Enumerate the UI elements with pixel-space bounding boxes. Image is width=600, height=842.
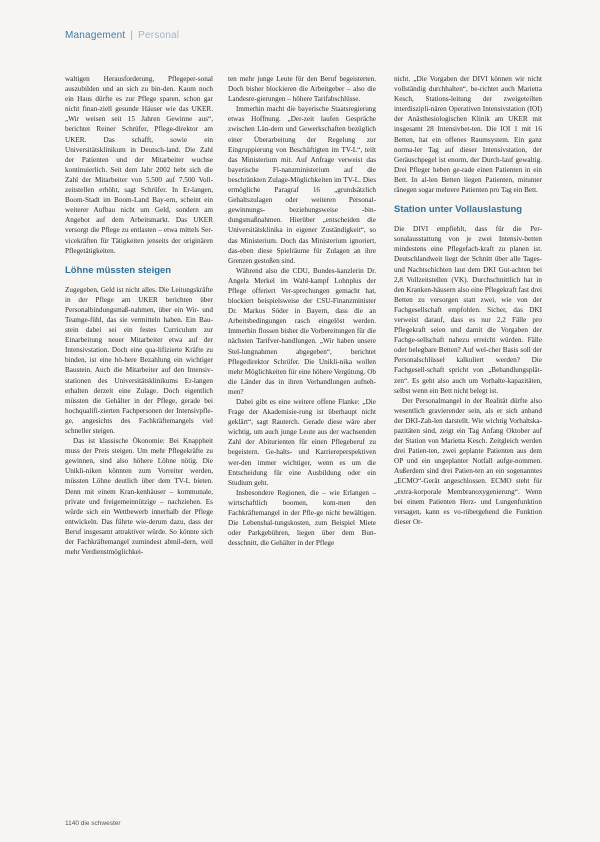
paragraph: Die DIVI empfiehlt, dass für die Per-sonalausstattung von je zwei Intensiv-betten mindestens eine Pflegefach-kraft zu planen ist. Deutschlandweit liegt der Schnitt über alle Tages- und Nachtschichten laut dem DKI Gut-achten bei 2,8 Vollzeitstellen (VK). Durchschnittlich hat in den Kranken-häusern also eine Pflegekraft fast drei Betten zu versorgen statt zwei, wie von der Fachgesellschaft empfohlen. Sicher, das DKI verweist darauf, dass es nur 2,2 Fälle pro Pflegekraft seien und damit die Vorgaben der Fachge-sellschaft nahezu erreicht würden. Fälle oder belegbare Betten? Auf wel-cher Basis soll der Personalschlüssel kalkuliert werden? Die Fachgesell-schaft spricht von „Behandlungsplät-zen“. Es geht also auch um Vorhalte-kapazitäten, selbst wenn ein Bett nicht belegt ist. [394,225,542,395]
paragraph: Dabei gibt es eine weitere offene Flanke: „Die Frage der Akademisie-rung ist überhaupt nicht geklärt“, sagt Rauterch. Gerade diese wäre aber wichtig, um auch junge Leute aus der wachsenden Zahl der Abiturienten für einen Pflegeberuf zu begeistern. Ge-halts- und Karriereperspektiven wer-den immer wichtiger, wenn es um die Entscheidung für eine Ausbildung oder ein Studium geht. [228,398,376,487]
paragraph: Insbesondere Regionen, die – wie Erlangen – wirtschaftlich boomen, kom-men den Fachkräftemangel in der Pfle-ge nicht bewältigen. Die Lebenshal-tungskosten, zum Beispiel Miete oder Parkgebühren, liegen über dem Bun-desschnitt, die Gehälter in der Pflege [228,488,376,548]
text-column-3 [394,74,542,816]
section-heading: Löhne müssten steigen [65,264,172,276]
paragraph: Das ist klassische Ökonomie: Bei Knappheit muss der Preis steigen. Um mehr Pflegekräfte zu gewinnen, sind also höhere Löhne nötig. Die Unikli-niken könnten zum Vorreiter werden, müssten Löhne deutlich über dem TV-L bieten. Denn mit einem Kran-kenhäuser – kommunale, private und freigemeinnützige – nachziehen. Es würde sich ein Wettbewerb innerhalb der Pflege entwickeln. Das führte wie-derum dazu, dass der Beruf insgesamt attraktiver würde. So könnte sich der Fachkräftemangel zumindest abmil-dern, weil mehr Verdienstmöglichkei- [65,437,213,557]
text-column-1 [65,74,213,816]
paragraph: Während also die CDU, Bundes-kanzlerin Dr. Angela Merkel im Wahl-kampf Lohnplus der Pflege offeriert Ver-sprechungen gemacht hat, blockiert beispielsweise der CSU-Finanzminister Dr. Markus Söder in Bayern, dass die an Arbeitsbedingungen rasch eingelöst werden. Immerhin flossen bisher die Vorbereitungen für die nächsten Tarifver-handlungen. „Wir haben unsere Stel-lungnahmen abgegeben“, berichtet Pflegedirektor Schrüfer. Die Unikli-nika wollen mehr Möglichkeiten für eine höhere Vergütung. Ob die Länder das in ihren Verhandlungen aufneh-men? [228,266,376,396]
section-label: Management [65,30,126,41]
header-separator: | [130,30,134,41]
paragraph: waltigen Herausforderung, Pflegeper-sonal auszubilden und an sich zu bin-den. Kaum noch ein Haus dürfte es zur Pflege sparen, schon gar nicht finan-ziell gesunde Häuser wie das UKER. „Wir weisen seit 15 Jahren Gewinne aus“, berichtet Reiner Schrüfer, Pflege-direktor am UKER. Das schafft, sowie ein Universitätsklinikum in Deutsch-land. Die Zahl der Patienten und der Mitarbeiter wuchse kontinuierlich. Seit dem Jahr 2002 hebt sich die Zahl der Mitarbeiter von 5.500 auf 7.500 Voll-zeitstellen erhöht, sagt Schrüfer. In Er-langen, Boom-Stadt im Boom-Land Bay-ern, scheint ein weiterer Aufbau nicht um Geld, sondern am Angebot auf dem Arbeitsmarkt. Das UKER versorgt die Pflege zu entlasten – etwa mittels Ser-vicekräften für Tätigkeiten jenseits der originären Pflegetätigkeiten. [65,75,213,255]
subsection-label: Personal [138,30,180,41]
paragraph: Immerhin macht die bayerische Staatsregierung etwas Hoffnung. „Der-zeit laufen Gespräche zwischen Län-dern und Gewerkschaften bezüglich einer Überarbeitung der Regelung zur Eingruppierung von Beschäftigten im TV-L“, teilt das Ministerium mit. Auf Anfrage verweist das bayerische Fi-nanzministerium auf die beschränkten Zulage-Möglichkeiten im TV-L. Dies ermögliche Paragraf 16 „grundsätzlich Gehaltszulagen oder weiteren Personal-gewinnungs- beziehungsweise -bin-dungsmaßnahmen. Hierüber „entscheiden die Universitätsklinika in eigener Zuständigkeit“, so das Ministerium. Doch das Ministerium ignoriert, das-eben diese Spielräume für Zulagen an ihre Grenzen gestoßen sind. [228,105,376,265]
paragraph: nicht. „Die Vorgaben der DIVI können wir nicht vollständig durchhalten“, be-richtet auch Marietta Kesch, Stations-leitung der zweigeteilten interdiszipli-nären Operativen Intensivstation (IOI) der Anästhesiologischen Klinik am UKER mit insgesamt 28 Intensivbet-ten. Die IOI 1 mit 16 Betten, hat ein offenes Raumsystem. Ein ganz norma-ler Tag auf dieser Intensivstation, der Geräuschpegel ist enorm, der Durch-lauf gewaltig. Drei Pfleger heben ge-rade einen Patienten in ein Bett. In al-len Betten liegen Patienten, mitunter ränegen sogar mehrere Patienten pro Tag ein Bett. [394,75,542,195]
page-header [65,30,179,41]
paragraph: Zugegeben, Geld ist nicht alles. Die Leitungskräfte in der Pflege am UKER berichten über Personalbindungsmaß-nahmen, über ein Wir- und Teamge-fühl, das sie vermitteln haben. Ein Bau-stein dabei sei ein festes Curriculum zur Einarbeitung neuer Mitarbeiter etwa auf der Intensivstation. Doch eine qua-lifizierte Kräfte zu binden, ist eine hö-here Bezahlung ein wichtiger Baustein. Auch die Mitarbeiter auf den Intensiv-stationen des Universitätsklinikums Er-langen erhalten derzeit eine Zulage. Doch eigentlich müssten die Gehälter in der Pflege, gerade bei hochqualifi-zierten Fachpersonen der Intensivpfle-ge, angesichts des Fachkräftemangels viel schneller steigen. [65,285,213,435]
paragraph: ten mehr junge Leute für den Beruf begeisterten. Doch bisher blockieren die Arbeitgeber – also die Landesre-gierungen – höhere Tarifabschlüsse. [228,75,376,104]
text-column-2 [228,74,376,816]
paragraph: Der Personalmangel in der Realität dürfte also wesentlich gravierender sein, als er sich anhand der DKI-Zah-len darstellt. Wie wichtig Vorhaltska-pazitäten sind, zeigt ein Tag Anfang Oktober auf der Station von Marietta Kesch. Zeitgleich werden drei Patien-ten, zwei geplante Patienten aus dem OP und ein ungeplanter Notfall aufge-nommen. Außerdem sind drei Patien-ten an ein sogenanntes „ECMO“-Gerät angeschlossen. ECMO steht für „extra-korporale Membranoxygenierung“. Wenn bei einem Patienten Herz- und Lungenfunktion versagen, kann es vo-rübergehend die Funktion dieser Or- [394,396,542,526]
page-footer: 1140 die schwester [65,820,121,827]
section-heading: Station unter Vollauslastung [394,204,523,216]
